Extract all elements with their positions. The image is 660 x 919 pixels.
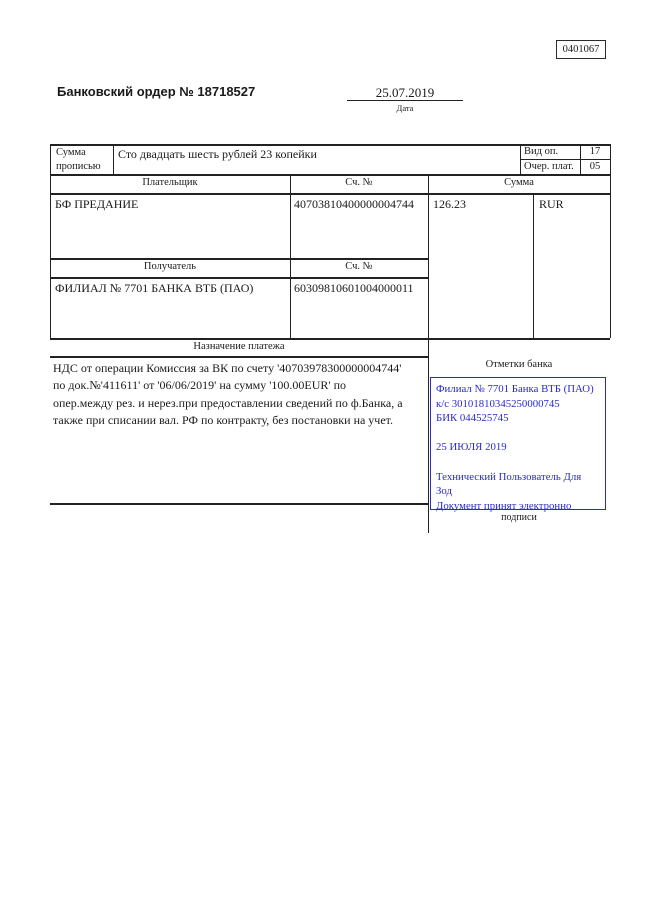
stamp-line: 25 ИЮЛЯ 2019: [436, 441, 507, 454]
stamp-line: Технический Пользователь Для: [436, 470, 582, 483]
currency-column-divider: [533, 193, 534, 338]
priority-value: 05: [589, 160, 601, 172]
op-type-label: Вид оп.: [524, 146, 559, 157]
purpose-header: Назначение платежа: [193, 341, 285, 352]
signature-line: [50, 503, 428, 505]
purpose-line: НДС от операции Комиссия за ВК по счету '40703978300000004744': [53, 361, 402, 375]
sum-column-divider: [428, 174, 429, 533]
payer-account: 40703810400000004744: [294, 197, 414, 211]
purpose-text: [53, 360, 403, 430]
payee-account: 60309810601004000011: [294, 281, 414, 295]
currency-code: RUR: [539, 197, 564, 211]
amount-in-words-label: Сумма прописью: [56, 147, 101, 172]
sum-header: Сумма: [504, 177, 534, 188]
amount-label-divider: [113, 144, 114, 174]
priority-label: Очер. плат.: [524, 160, 574, 172]
payer-account-header: Сч. №: [345, 177, 373, 188]
payer-header-bottom-border: [50, 193, 610, 195]
purpose-line: по док.№'411611' от '06/06/2019' на сумму '100.00EUR' по: [53, 378, 347, 393]
amount-row-bottom-border: [50, 174, 610, 176]
op-type-value: 17: [589, 146, 601, 157]
purpose-header-bottom-border: [50, 356, 428, 358]
stamp-line: [436, 455, 605, 470]
payee-name: ФИЛИАЛ № 7701 БАНКА ВТБ (ПАО): [55, 281, 254, 295]
amount-in-words: Сто двадцать шесть рублей 23 копейки: [118, 147, 317, 161]
table-left-border: [50, 144, 51, 338]
form-code-box: 0401067: [556, 40, 606, 59]
date-underline: [347, 100, 463, 101]
account-column-divider: [290, 174, 291, 338]
stamp-line: БИК 044525745: [436, 412, 509, 425]
bank-marks-header: Отметки банка: [485, 359, 553, 370]
date-value: 25.07.2019: [375, 85, 435, 100]
payee-row-bottom-border: [50, 338, 610, 340]
signatures-label: подписи: [501, 512, 537, 523]
stamp-line: [436, 426, 605, 441]
stamp-line: Филиал № 7701 Банка ВТБ (ПАО): [436, 383, 594, 395]
payer-name: БФ ПРЕДАНИЕ: [55, 197, 139, 211]
payer-row-bottom-border: [50, 258, 428, 260]
payee-account-header: Сч. №: [345, 261, 373, 272]
payee-header-bottom-border: [50, 277, 428, 279]
document-title: Банковский ордер № 18718527: [57, 84, 256, 99]
stamp-line: Документ принят электронно: [436, 499, 572, 512]
date-label: Дата: [396, 103, 414, 113]
purpose-line: опер.между рез. и нерез.при предоставлении сведений по ф.Банка, а: [53, 395, 403, 410]
stamp-line: Зод: [436, 485, 452, 498]
table-right-border: [610, 144, 611, 338]
stamp-line: к/с 30101810345250000745: [436, 397, 560, 410]
amount-value: 126.23: [433, 197, 466, 211]
op-type-left-divider: [520, 144, 521, 174]
bank-stamp: [430, 377, 606, 510]
payee-header: Получатель: [143, 261, 197, 272]
purpose-line: также при списании вал. РФ по контракту, без постановки на учет.: [53, 413, 394, 428]
payer-header: Плательщик: [142, 177, 198, 188]
